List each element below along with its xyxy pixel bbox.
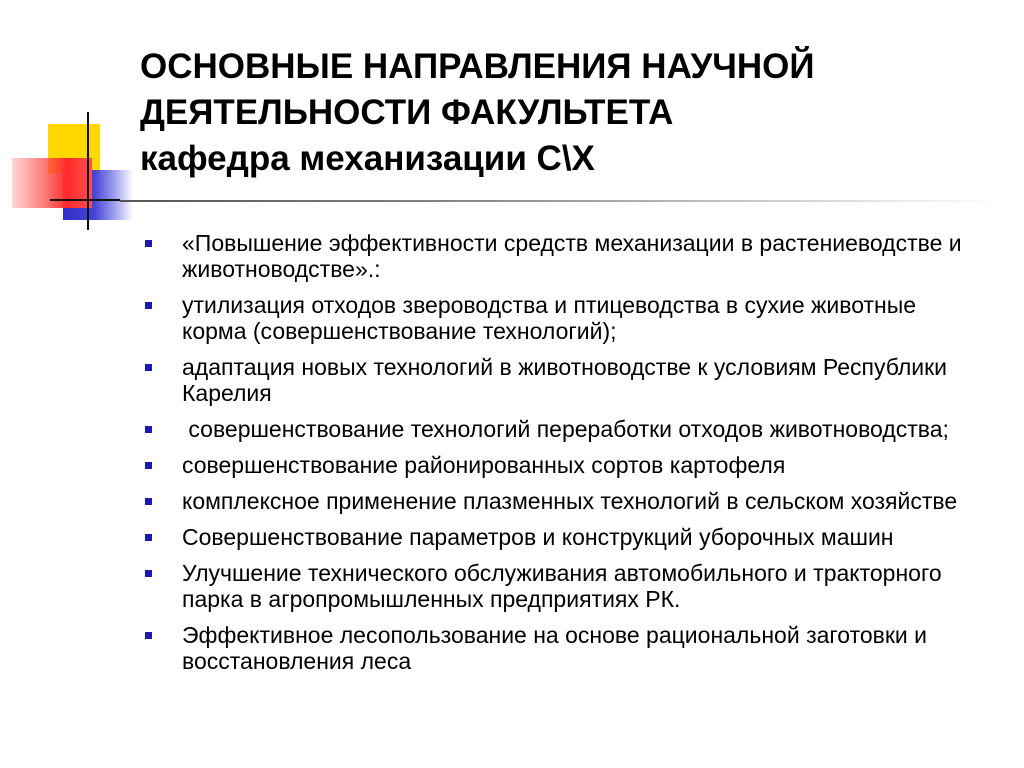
bullet-marker (145, 632, 152, 639)
bullet-marker (145, 302, 152, 309)
bullet-marker (145, 426, 152, 433)
bullet-text: Совершенствование параметров и конструкций уборочных машин (182, 524, 894, 550)
bullet-item (142, 292, 982, 344)
bullet-marker (145, 534, 152, 541)
logo-vertical-line (87, 112, 89, 230)
title-line-1: ОСНОВНЫЕ НАПРАВЛЕНИЯ НАУЧНОЙ (140, 47, 815, 86)
decorative-logo (0, 0, 150, 240)
bullet-text: утилизация отходов звероводства и птицеводства в сухие животные корма (совершенствование технологий); (182, 292, 923, 344)
title-divider (120, 200, 1000, 202)
bullet-marker (145, 570, 152, 577)
bullet-marker (145, 498, 152, 505)
bullet-text: Улучшение технического обслуживания автомобильного и тракторного парка в агропромышленных предприятиях РК. (182, 560, 949, 612)
bullet-marker (145, 240, 152, 247)
bullet-text: адаптация новых технологий в животноводстве к условиям Республики Карелия (182, 354, 954, 406)
bullet-item (142, 452, 982, 478)
bullet-list (142, 230, 982, 684)
bullet-item (142, 416, 982, 442)
slide-title (140, 44, 1000, 182)
bullet-text: совершенствование технологий переработки отходов животноводства; (182, 416, 949, 442)
bullet-text: комплексное применение плазменных технологий в сельском хозяйстве (182, 488, 958, 514)
bullet-item (142, 230, 982, 282)
bullet-text: совершенствование районированных сортов картофеля (182, 452, 786, 478)
logo-horizontal-line (50, 199, 120, 201)
bullet-text: «Повышение эффективности средств механизации в растениеводстве и животноводстве».: (182, 230, 968, 282)
bullet-item (142, 622, 982, 674)
bullet-item (142, 524, 982, 550)
title-line-2: ДЕЯТЕЛЬНОСТИ ФАКУЛЬТЕТА (140, 93, 674, 132)
bullet-text: Эффективное лесопользование на основе рациональной заготовки и восстановления леса (182, 622, 934, 674)
bullet-marker (145, 462, 152, 469)
title-line-3: кафедра механизации С\Х (140, 139, 595, 178)
bullet-marker (145, 364, 152, 371)
bullet-item (142, 354, 982, 406)
bullet-item (142, 488, 982, 514)
bullet-item (142, 560, 982, 612)
